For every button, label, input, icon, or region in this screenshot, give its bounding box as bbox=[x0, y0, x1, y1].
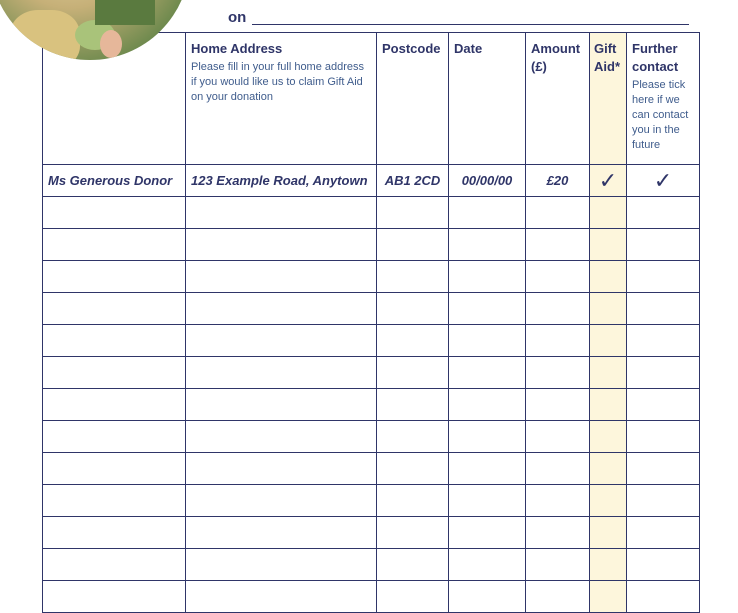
entry-address-cell[interactable] bbox=[186, 357, 377, 389]
entry-gift-aid-cell[interactable] bbox=[590, 549, 627, 581]
entry-name-cell[interactable] bbox=[43, 517, 186, 549]
entry-address-cell[interactable] bbox=[186, 485, 377, 517]
checkmark-icon: ✓ bbox=[653, 167, 673, 193]
entry-amount-cell[interactable] bbox=[526, 549, 590, 581]
header-postcode: Postcode bbox=[377, 33, 449, 165]
entry-amount-cell[interactable] bbox=[526, 517, 590, 549]
header-further-contact bbox=[627, 33, 700, 165]
donor-entry-row bbox=[43, 325, 700, 357]
entry-address-cell[interactable] bbox=[186, 389, 377, 421]
entry-gift-aid-cell[interactable] bbox=[590, 293, 627, 325]
entry-name-cell[interactable] bbox=[43, 325, 186, 357]
entry-further-contact-cell[interactable] bbox=[627, 325, 700, 357]
entry-further-contact-cell[interactable] bbox=[627, 517, 700, 549]
entry-amount-cell[interactable] bbox=[526, 453, 590, 485]
entry-gift-aid-cell[interactable] bbox=[590, 229, 627, 261]
donor-entry-row bbox=[43, 357, 700, 389]
entry-postcode-cell[interactable] bbox=[377, 261, 449, 293]
entry-further-contact-cell[interactable] bbox=[627, 229, 700, 261]
example-name: Ms Generous Donor bbox=[43, 165, 186, 197]
entry-date-cell[interactable] bbox=[449, 261, 526, 293]
entry-date-cell[interactable] bbox=[449, 549, 526, 581]
example-postcode: AB1 2CD bbox=[377, 165, 449, 197]
header-amount: Amount (£) bbox=[526, 33, 590, 165]
entry-gift-aid-cell[interactable] bbox=[590, 485, 627, 517]
entry-gift-aid-cell[interactable] bbox=[590, 357, 627, 389]
entry-amount-cell[interactable] bbox=[526, 293, 590, 325]
entry-date-cell[interactable] bbox=[449, 197, 526, 229]
entry-gift-aid-cell[interactable] bbox=[590, 453, 627, 485]
entry-date-cell[interactable] bbox=[449, 293, 526, 325]
entry-amount-cell[interactable] bbox=[526, 485, 590, 517]
entry-postcode-cell[interactable] bbox=[377, 357, 449, 389]
entry-further-contact-cell[interactable] bbox=[627, 389, 700, 421]
entry-postcode-cell[interactable] bbox=[377, 293, 449, 325]
entry-date-cell[interactable] bbox=[449, 389, 526, 421]
entry-date-cell[interactable] bbox=[449, 517, 526, 549]
entry-further-contact-cell[interactable] bbox=[627, 293, 700, 325]
header-home-address bbox=[186, 33, 377, 165]
donor-entry-row bbox=[43, 421, 700, 453]
entry-address-cell[interactable] bbox=[186, 261, 377, 293]
donor-entry-row bbox=[43, 453, 700, 485]
entry-name-cell[interactable] bbox=[43, 197, 186, 229]
entry-postcode-cell[interactable] bbox=[377, 517, 449, 549]
entry-date-cell[interactable] bbox=[449, 453, 526, 485]
header-gift-aid: Gift Aid* bbox=[590, 33, 627, 165]
entry-postcode-cell[interactable] bbox=[377, 485, 449, 517]
entry-postcode-cell[interactable] bbox=[377, 325, 449, 357]
entry-amount-cell[interactable] bbox=[526, 197, 590, 229]
entry-address-cell[interactable] bbox=[186, 517, 377, 549]
entry-name-cell[interactable] bbox=[43, 261, 186, 293]
entry-address-cell[interactable] bbox=[186, 325, 377, 357]
donation-sheet-table bbox=[42, 32, 700, 613]
entry-postcode-cell[interactable] bbox=[377, 453, 449, 485]
entry-name-cell[interactable] bbox=[43, 485, 186, 517]
example-amount: £20 bbox=[526, 165, 590, 197]
donor-entry-row bbox=[43, 389, 700, 421]
entry-further-contact-cell[interactable] bbox=[627, 549, 700, 581]
entry-date-cell[interactable] bbox=[449, 229, 526, 261]
entry-postcode-cell[interactable] bbox=[377, 549, 449, 581]
on-label: on bbox=[228, 9, 247, 26]
home-address-subtitle: Please fill in your full home address if you would like us to claim Gift Aid on your donation bbox=[191, 61, 365, 103]
entry-gift-aid-cell[interactable] bbox=[590, 197, 627, 229]
example-further-contact bbox=[627, 165, 700, 197]
entry-address-cell[interactable] bbox=[186, 229, 377, 261]
further-contact-title: Further contact bbox=[632, 41, 679, 74]
home-address-title: Home Address bbox=[191, 41, 283, 56]
entry-address-cell[interactable] bbox=[186, 453, 377, 485]
donor-entry-row bbox=[43, 261, 700, 293]
entry-further-contact-cell[interactable] bbox=[627, 197, 700, 229]
on-date-line[interactable] bbox=[252, 24, 689, 25]
entry-further-contact-cell[interactable] bbox=[627, 261, 700, 293]
entry-amount-cell[interactable] bbox=[526, 389, 590, 421]
entry-gift-aid-cell[interactable] bbox=[590, 517, 627, 549]
entry-postcode-cell[interactable] bbox=[377, 389, 449, 421]
entry-postcode-cell[interactable] bbox=[377, 197, 449, 229]
entry-postcode-cell[interactable] bbox=[377, 421, 449, 453]
entry-further-contact-cell[interactable] bbox=[627, 421, 700, 453]
example-address: 123 Example Road, Anytown bbox=[186, 165, 377, 197]
entry-gift-aid-cell[interactable] bbox=[590, 421, 627, 453]
entry-address-cell[interactable] bbox=[186, 293, 377, 325]
donor-entry-row bbox=[43, 293, 700, 325]
entry-further-contact-cell[interactable] bbox=[627, 485, 700, 517]
entry-name-cell[interactable] bbox=[43, 421, 186, 453]
entry-address-cell[interactable] bbox=[186, 421, 377, 453]
entry-date-cell[interactable] bbox=[449, 325, 526, 357]
example-gift-aid bbox=[590, 165, 627, 197]
entry-date-cell[interactable] bbox=[449, 421, 526, 453]
checkmark-icon: ✓ bbox=[598, 167, 618, 193]
entry-address-cell[interactable] bbox=[186, 549, 377, 581]
entry-further-contact-cell[interactable] bbox=[627, 357, 700, 389]
entry-date-cell[interactable] bbox=[449, 485, 526, 517]
donor-entry-row bbox=[43, 229, 700, 261]
header-date: Date bbox=[449, 33, 526, 165]
entry-amount-cell[interactable] bbox=[526, 229, 590, 261]
entry-name-cell[interactable] bbox=[43, 389, 186, 421]
donor-entry-row bbox=[43, 549, 700, 581]
entry-postcode-cell[interactable] bbox=[377, 229, 449, 261]
donor-entry-row bbox=[43, 485, 700, 517]
example-row bbox=[43, 165, 700, 197]
donor-entry-row bbox=[43, 517, 700, 549]
entry-gift-aid-cell[interactable] bbox=[590, 325, 627, 357]
entry-gift-aid-cell[interactable] bbox=[590, 389, 627, 421]
entry-name-cell[interactable] bbox=[43, 549, 186, 581]
further-contact-subtitle: Please tick here if we can contact you in the future bbox=[632, 79, 689, 151]
header-row bbox=[43, 33, 700, 165]
entry-amount-cell[interactable] bbox=[526, 325, 590, 357]
entry-amount-cell[interactable] bbox=[526, 421, 590, 453]
entry-name-cell[interactable] bbox=[43, 293, 186, 325]
entry-name-cell[interactable] bbox=[43, 357, 186, 389]
entry-gift-aid-cell[interactable] bbox=[590, 261, 627, 293]
donor-entry-row bbox=[43, 197, 700, 229]
entry-amount-cell[interactable] bbox=[526, 261, 590, 293]
entry-name-cell[interactable] bbox=[43, 229, 186, 261]
entry-name-cell[interactable] bbox=[43, 453, 186, 485]
example-date: 00/00/00 bbox=[449, 165, 526, 197]
entry-further-contact-cell[interactable] bbox=[627, 453, 700, 485]
entry-amount-cell[interactable] bbox=[526, 357, 590, 389]
entry-date-cell[interactable] bbox=[449, 357, 526, 389]
entry-address-cell[interactable] bbox=[186, 197, 377, 229]
